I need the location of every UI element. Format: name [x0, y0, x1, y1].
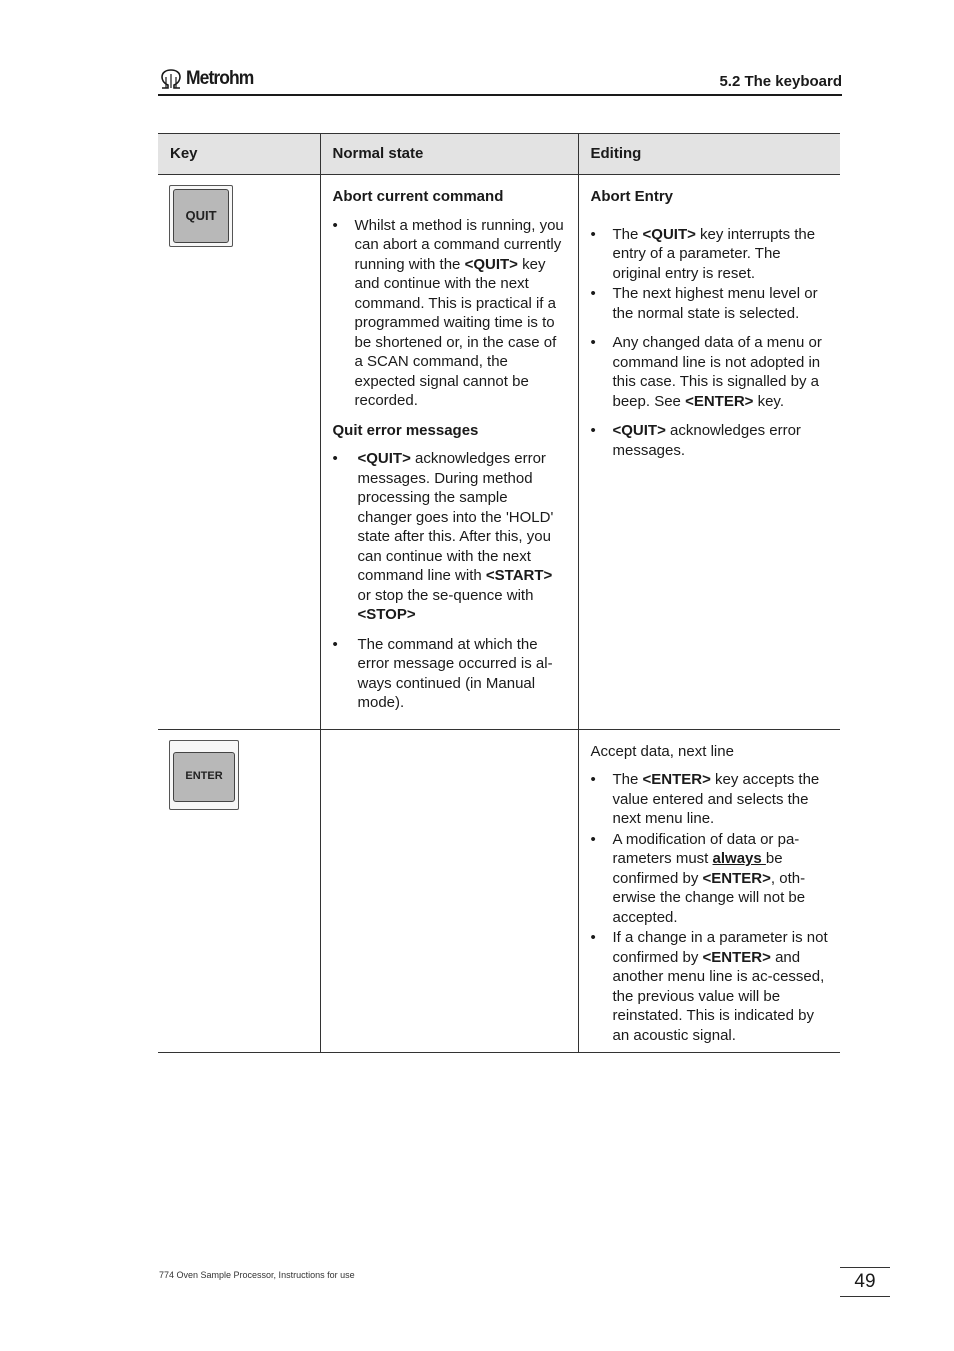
bullet-list [333, 216, 566, 411]
normal-state-cell [320, 175, 578, 730]
page-header [158, 64, 842, 96]
list-item: • A modification of data or pa-rameters must always be confirmed by <ENTER>, oth-erwise the change will not be accepted. [591, 830, 829, 928]
list-item: • The <QUIT> key interrupts the entry of a parameter. The original entry is reset. [591, 225, 829, 284]
subheading: Abort current command [332, 188, 504, 205]
page-number: 49 [840, 1267, 890, 1297]
subheading: Quit error messages [332, 421, 479, 439]
section-title: 5.2 The keyboard [719, 73, 842, 90]
list-item: • <QUIT> acknowledges error messages. During method processing the sample changer goes into the 'HOLD' state after this. After this, you can continue with the next command line with <START> or stop the se-quence with <STOP> [333, 449, 566, 625]
list-item: • The next highest menu level or the normal state is selected. [591, 284, 829, 323]
quit-key-image [169, 185, 233, 247]
editing-cell [578, 175, 840, 730]
keyboard-table [158, 133, 840, 1053]
omega-logo-icon [158, 68, 184, 90]
enter-key-label: ENTER [173, 752, 235, 802]
normal-state-cell [320, 729, 578, 1053]
brand-logo [158, 68, 259, 90]
editing-cell [578, 729, 840, 1053]
header-editing: Editing [578, 134, 840, 175]
enter-key-image [169, 740, 239, 810]
list-item: • The <ENTER> key accepts the value entered and selects the next menu line. [591, 770, 829, 829]
list-item: • If a change in a parameter is not confirmed by <ENTER> and another menu line is ac-cessed, the previous value will be reinstated. This is indicated by an acoustic signal. [591, 928, 829, 1045]
list-item: • The command at which the error message occurred is al-ways continued (in Manual mode). [333, 635, 566, 713]
bullet-list [591, 770, 829, 1045]
brand-name: Metrohm [186, 68, 254, 89]
list-item: • <QUIT> acknowledges error messages. [591, 421, 829, 460]
table-row [158, 729, 840, 1053]
subheading: Abort Entry [590, 188, 673, 205]
bullet-list [591, 225, 829, 461]
table-header-row [158, 134, 840, 175]
key-cell [158, 175, 320, 730]
key-cell [158, 729, 320, 1053]
bullet-list [333, 449, 566, 713]
quit-key-label: QUIT [173, 189, 229, 243]
header-normal-state: Normal state [320, 134, 578, 175]
list-item: • Whilst a method is running, you can abort a command currently running with the <QUIT> key and continue with the next command. This is practical if a programmed waiting time is to be shortened or, in the case of a SCAN command, the expected signal cannot be recorded. [333, 216, 566, 411]
subheading: Accept data, next line [590, 742, 734, 760]
list-item: • Any changed data of a menu or command line is not adopted in this case. This is signalled by a beep. See <ENTER> key. [591, 333, 829, 411]
footer-text: 774 Oven Sample Processor, Instructions for use [159, 1270, 355, 1280]
header-key: Key [158, 134, 320, 175]
table-row [158, 175, 840, 730]
